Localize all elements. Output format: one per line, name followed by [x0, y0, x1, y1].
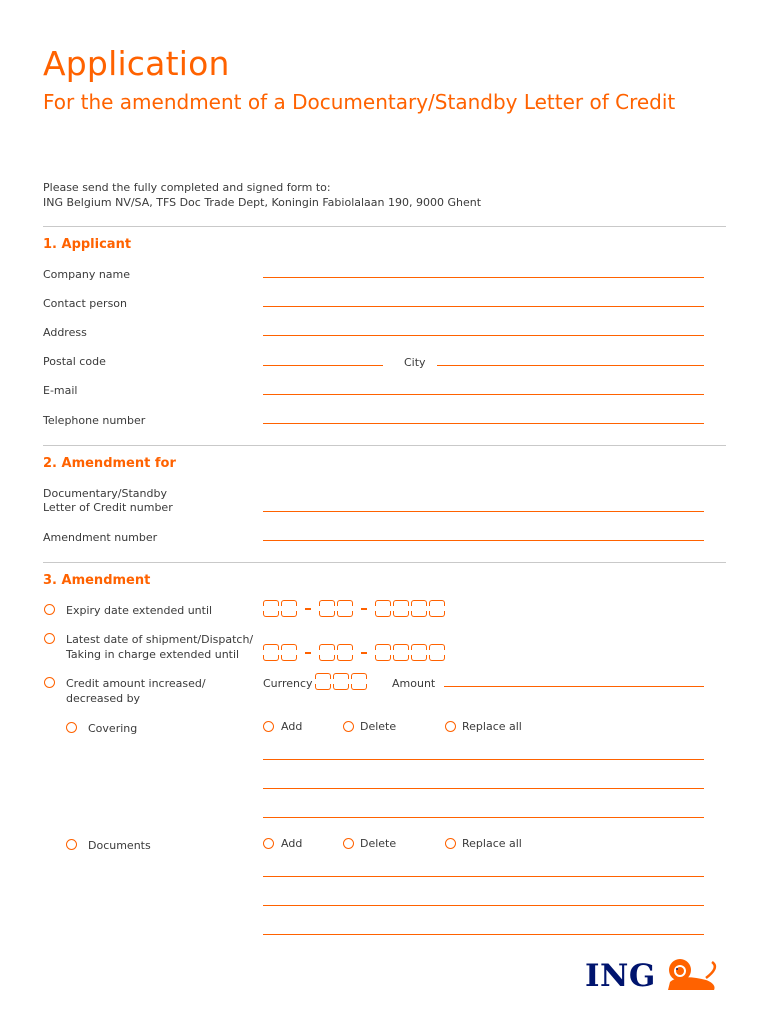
- contact-person-label: Contact person: [43, 297, 127, 310]
- section-amendment-heading: 3. Amendment: [43, 573, 151, 588]
- page-subtitle: For the amendment of a Documentary/Standby Letter of Credit: [43, 90, 676, 114]
- credit-amount-radio[interactable]: [44, 677, 55, 688]
- shipment-label-line1: Latest date of shipment/Dispatch/: [66, 633, 254, 646]
- documents-add-label: Add: [281, 837, 303, 850]
- amount-field[interactable]: [444, 686, 704, 687]
- contact-person-field[interactable]: [263, 306, 704, 307]
- covering-delete-radio[interactable]: [343, 721, 354, 732]
- documents-label: Documents: [88, 839, 151, 852]
- covering-delete-label: Delete: [360, 720, 397, 733]
- covering-radio[interactable]: [66, 722, 77, 733]
- shipment-label-line2: Taking in charge extended until: [66, 648, 240, 661]
- covering-text-line[interactable]: [263, 759, 704, 760]
- credit-label-line2: decreased by: [66, 692, 141, 705]
- address-label: Address: [43, 326, 87, 339]
- email-field[interactable]: [263, 394, 704, 395]
- documents-delete-radio[interactable]: [343, 838, 354, 849]
- section-applicant-heading: 1. Applicant: [43, 237, 132, 252]
- telephone-label: Telephone number: [43, 414, 146, 427]
- city-label: City: [404, 356, 426, 369]
- lc-number-label-line2: Letter of Credit number: [43, 501, 173, 514]
- covering-replace-radio[interactable]: [445, 721, 456, 732]
- documents-replace-radio[interactable]: [445, 838, 456, 849]
- documents-replace-label: Replace all: [462, 837, 522, 850]
- shipment-date-input[interactable]: [263, 644, 447, 661]
- currency-label: Currency: [263, 677, 313, 690]
- section-amendment-for-heading: 2. Amendment for: [43, 456, 176, 471]
- divider: [43, 226, 726, 227]
- lc-number-label-line1: Documentary/Standby: [43, 487, 167, 500]
- logo-text: ING: [585, 958, 656, 994]
- lc-number-field[interactable]: [263, 511, 704, 512]
- intro-address: ING Belgium NV/SA, TFS Doc Trade Dept, Koningin Fabiolalaan 190, 9000 Ghent: [43, 196, 482, 209]
- company-name-label: Company name: [43, 268, 131, 281]
- company-name-field[interactable]: [263, 277, 704, 278]
- address-field[interactable]: [263, 335, 704, 336]
- covering-replace-label: Replace all: [462, 720, 522, 733]
- expiry-radio[interactable]: [44, 604, 55, 615]
- divider: [43, 445, 726, 446]
- credit-label-line1: Credit amount increased/: [66, 677, 206, 690]
- covering-label: Covering: [88, 722, 138, 735]
- shipment-radio[interactable]: [44, 633, 55, 644]
- amount-label: Amount: [392, 677, 436, 690]
- documents-text-line[interactable]: [263, 934, 704, 935]
- ing-logo: [585, 956, 720, 996]
- amendment-number-label: Amendment number: [43, 531, 158, 544]
- covering-text-line[interactable]: [263, 817, 704, 818]
- page-title: Application: [43, 44, 230, 83]
- documents-delete-label: Delete: [360, 837, 397, 850]
- expiry-date-input[interactable]: [263, 600, 447, 617]
- covering-add-radio[interactable]: [263, 721, 274, 732]
- postal-code-label: Postal code: [43, 355, 106, 368]
- documents-text-line[interactable]: [263, 905, 704, 906]
- currency-input[interactable]: [315, 673, 369, 690]
- postal-code-field[interactable]: [263, 365, 383, 366]
- intro-line-1: Please send the fully completed and signed form to:: [43, 181, 331, 194]
- telephone-field[interactable]: [263, 423, 704, 424]
- documents-radio[interactable]: [66, 839, 77, 850]
- documents-text-line[interactable]: [263, 876, 704, 877]
- city-field[interactable]: [437, 365, 704, 366]
- covering-add-label: Add: [281, 720, 303, 733]
- lion-icon: [662, 956, 720, 996]
- expiry-label: Expiry date extended until: [66, 604, 213, 617]
- email-label: E-mail: [43, 384, 78, 397]
- divider: [43, 562, 726, 563]
- amendment-number-field[interactable]: [263, 540, 704, 541]
- documents-add-radio[interactable]: [263, 838, 274, 849]
- covering-text-line[interactable]: [263, 788, 704, 789]
